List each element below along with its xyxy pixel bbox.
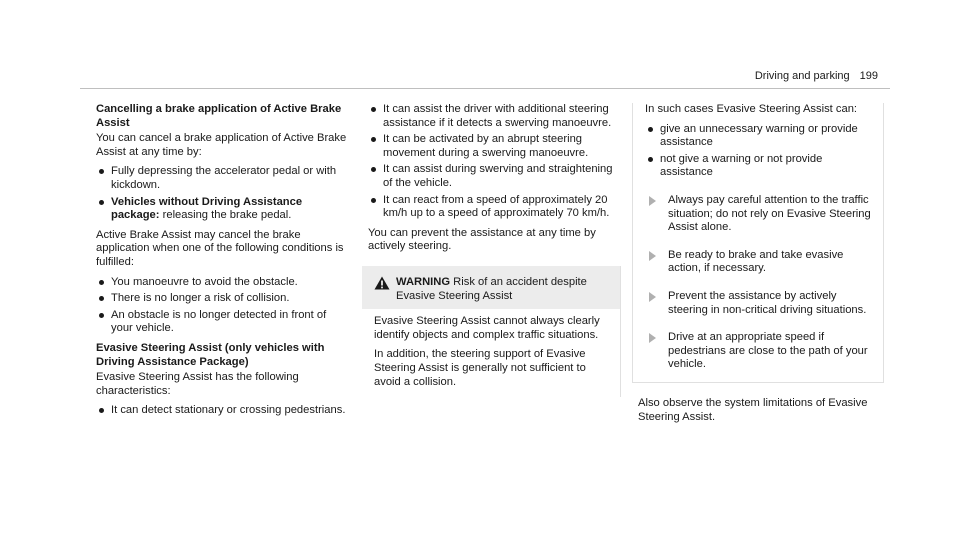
assist-bullets xyxy=(368,103,620,221)
bullet-icon xyxy=(371,107,376,112)
heading-cancel-brake: Cancelling a brake application of Active Brake Assist xyxy=(96,103,342,129)
characteristics-bullets xyxy=(96,404,348,418)
list-item: It can assist the driver with additional steering assistance if it detects a swerving manoeuvre. xyxy=(368,103,620,130)
list-item: not give a warning or not provide assistance xyxy=(645,153,875,180)
cancel-bullets xyxy=(96,165,348,222)
warning-text-2: In addition, the steering support of Evasive Steering Assist is generally not sufficient to avoid a collision. xyxy=(374,348,586,388)
section-title: Driving and parking xyxy=(754,70,850,82)
instruction-step: Prevent the assistance by actively steering in non-critical driving situations. xyxy=(645,290,875,317)
warning-text-1: Evasive Steering Assist cannot always clearly identify objects and complex traffic situations. xyxy=(374,315,600,341)
bullet-icon xyxy=(648,157,653,162)
bullet-icon xyxy=(648,127,653,132)
bullet-icon xyxy=(99,169,104,174)
instruction-step: Drive at an appropriate speed if pedestrians are close to the path of your vehicle. xyxy=(645,331,875,372)
warning-header xyxy=(362,266,620,309)
list-item: give an unnecessary warning or provide assistance xyxy=(645,123,875,150)
arrow-right-icon xyxy=(649,251,656,261)
heading-evasive-steering: Evasive Steering Assist (only vehicles with Driving Assistance Package) xyxy=(96,341,325,368)
limitations-para: Also observe the system limitations of Evasive Steering Assist. xyxy=(638,396,868,423)
list-item: There is no longer a risk of collision. xyxy=(96,292,348,306)
instruction-step: Always pay careful attention to the traffic situation; do not rely on Evasive Steering Assist alone. xyxy=(645,194,875,235)
list-item: It can detect stationary or crossing pedestrians. xyxy=(96,404,348,418)
column-right xyxy=(638,103,890,430)
bullet-icon xyxy=(371,167,376,172)
cases-intro: In such cases Evasive Steering Assist can: xyxy=(645,103,858,115)
cancel-intro: You can cancel a brake application of Active Brake Assist at any time by: xyxy=(96,132,347,158)
arrow-right-icon xyxy=(649,292,656,302)
bullet-icon xyxy=(371,198,376,203)
page-number: 199 xyxy=(859,70,878,82)
bullet-icon xyxy=(99,408,104,413)
bullet-icon xyxy=(99,280,104,285)
list-item: It can be activated by an abrupt steering movement during a swerving manoeuvre. xyxy=(368,133,620,160)
list-item: Vehicles without Driving Assistance package: releasing the brake pedal. xyxy=(96,196,348,223)
warning-body xyxy=(362,309,620,397)
column-left xyxy=(96,103,348,424)
warning-box xyxy=(362,266,621,397)
prevent-para: You can prevent the assistance at any time by actively steering. xyxy=(368,226,596,253)
bullet-icon xyxy=(99,200,104,205)
list-item: It can assist during swerving and straightening of the vehicle. xyxy=(368,163,620,190)
arrow-right-icon xyxy=(649,196,656,206)
list-item: Fully depressing the accelerator pedal or with kickdown. xyxy=(96,165,348,192)
bullet-icon xyxy=(371,137,376,142)
cases-bullets xyxy=(645,123,875,180)
warning-label: WARNING xyxy=(396,275,451,288)
list-item: You manoeuvre to avoid the obstacle. xyxy=(96,276,348,290)
warning-triangle-icon xyxy=(374,276,390,290)
conditions-para: Active Brake Assist may cancel the brake application when one of the following conditions is fulfilled: xyxy=(96,228,344,268)
bullet-icon xyxy=(99,313,104,318)
header-divider xyxy=(80,88,890,89)
conditions-bullets xyxy=(96,276,348,336)
warning-continuation-content xyxy=(633,103,883,372)
arrow-right-icon xyxy=(649,333,656,343)
list-item: An obstacle is no longer detected in front of your vehicle. xyxy=(96,309,348,336)
column-middle xyxy=(368,103,620,397)
instruction-step: Be ready to brake and take evasive action, if necessary. xyxy=(645,249,875,276)
warning-title: WARNING Risk of an accident despite Evasive Steering Assist xyxy=(396,275,587,302)
page-header xyxy=(755,70,878,84)
list-item: It can react from a speed of approximately 20 km/h up to a speed of approximately 70 km/h. xyxy=(368,194,620,221)
characteristics-para: Evasive Steering Assist has the following characteristics: xyxy=(96,371,299,397)
bullet-icon xyxy=(99,296,104,301)
warning-continuation-box xyxy=(632,103,884,383)
